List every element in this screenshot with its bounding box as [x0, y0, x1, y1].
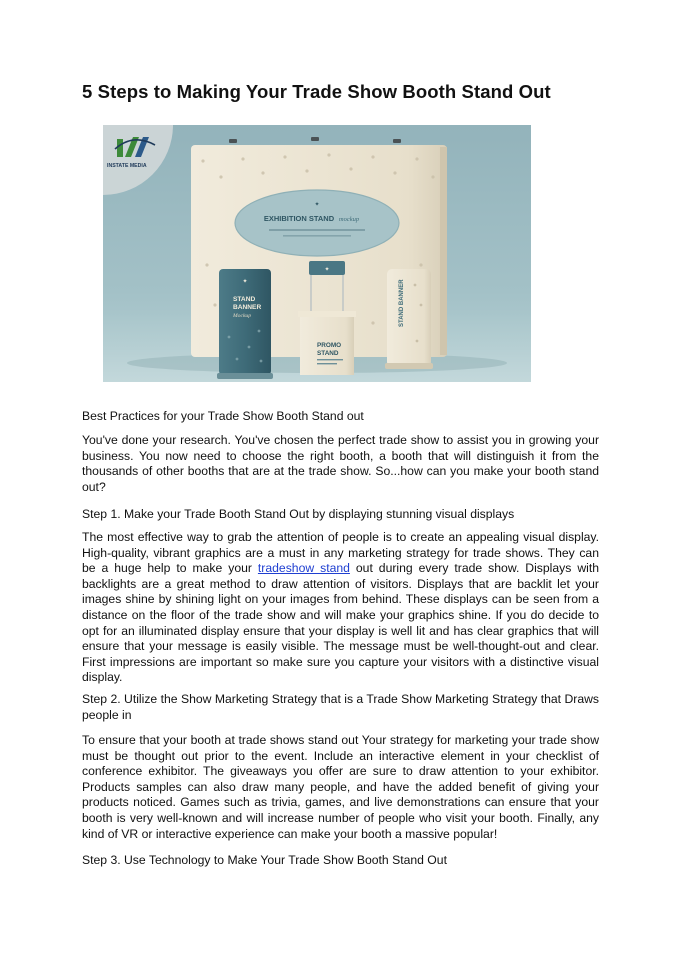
counter-label-1: PROMO [317, 342, 342, 349]
right-banner-label: STAND BANNER [399, 279, 405, 327]
svg-text:✦: ✦ [314, 202, 320, 208]
left-banner-line-1: STAND [233, 296, 256, 303]
tradeshow-stand-link[interactable]: tradeshow stand [257, 561, 350, 576]
left-banner-line-3: Mockup [233, 313, 252, 319]
step2-paragraph: To ensure that your booth at trade shows stand out Your strategy for marketing your trade show must be thought out prior to the event. Include an interactive element in your checklist of conference exhibitor. The giveaways you offer are sure to draw attention to your exhibitor. Products samples can also draw many people, and have the added benefit of giving your products noticed. Games such as trivia, games, and live demonstrations can ensure that your booth is very well-known and will increase number of people who visit your booth. Finally, any kind of VR or interactive experience can make your booth a massive popular! [82, 733, 599, 841]
counter-label-2: STAND [317, 350, 339, 357]
step1-paragraph [82, 530, 599, 686]
intro-paragraph: You've done your research. You've chosen the perfect trade show to assist you in growing your business. You now need to choose the right booth, a booth that will distinguish it from the thousands of other booths that are at the trade show. So...how can you make your booth stand out? [82, 433, 599, 494]
step1-heading: Step 1. Make your Trade Booth Stand Out by displaying stunning visual displays [82, 507, 515, 521]
svg-text:✦: ✦ [324, 267, 330, 273]
booth-image [103, 125, 531, 382]
oval-subtitle: mockup [338, 216, 360, 223]
left-banner-line-2: BANNER [233, 304, 262, 311]
page-title: 5 Steps to Making Your Trade Show Booth Stand Out [82, 81, 551, 102]
step1-text-before: The most effective way to grab the attention of people is to create an appealing visual display. High-quality, vibrant graphics are a must in any marketing strategy for trade shows. They can be a huge help to make your [82, 530, 599, 576]
svg-text:✦: ✦ [242, 279, 248, 285]
step1-text-after: out during every trade show. Displays with backlights are a great method to draw attention of visitors. Displays that are backlit let your images shine by shining light on your images from behind. These displays can be seen from a distance on the floor of the trade show and will make your graphics shine. If you do decide to opt for an illuminated display ensure that your display is well lit and has clear graphics that will ensure that your message is easily visible. The message must be well-thought-out and clear. First impressions are important so make sure you capture your visitors with a distinctive visual display. [82, 561, 599, 685]
section-heading: Best Practices for your Trade Show Booth Stand out [82, 409, 364, 423]
step2-heading: Step 2. Utilize the Show Marketing Strategy that is a Trade Show Marketing Strategy that Draws people in [82, 692, 599, 722]
step3-heading: Step 3. Use Technology to Make Your Trade Show Booth Stand Out [82, 853, 447, 867]
logo-text: INSTATE MEDIA [107, 163, 147, 169]
oval-title: EXHIBITION STAND [263, 214, 335, 223]
